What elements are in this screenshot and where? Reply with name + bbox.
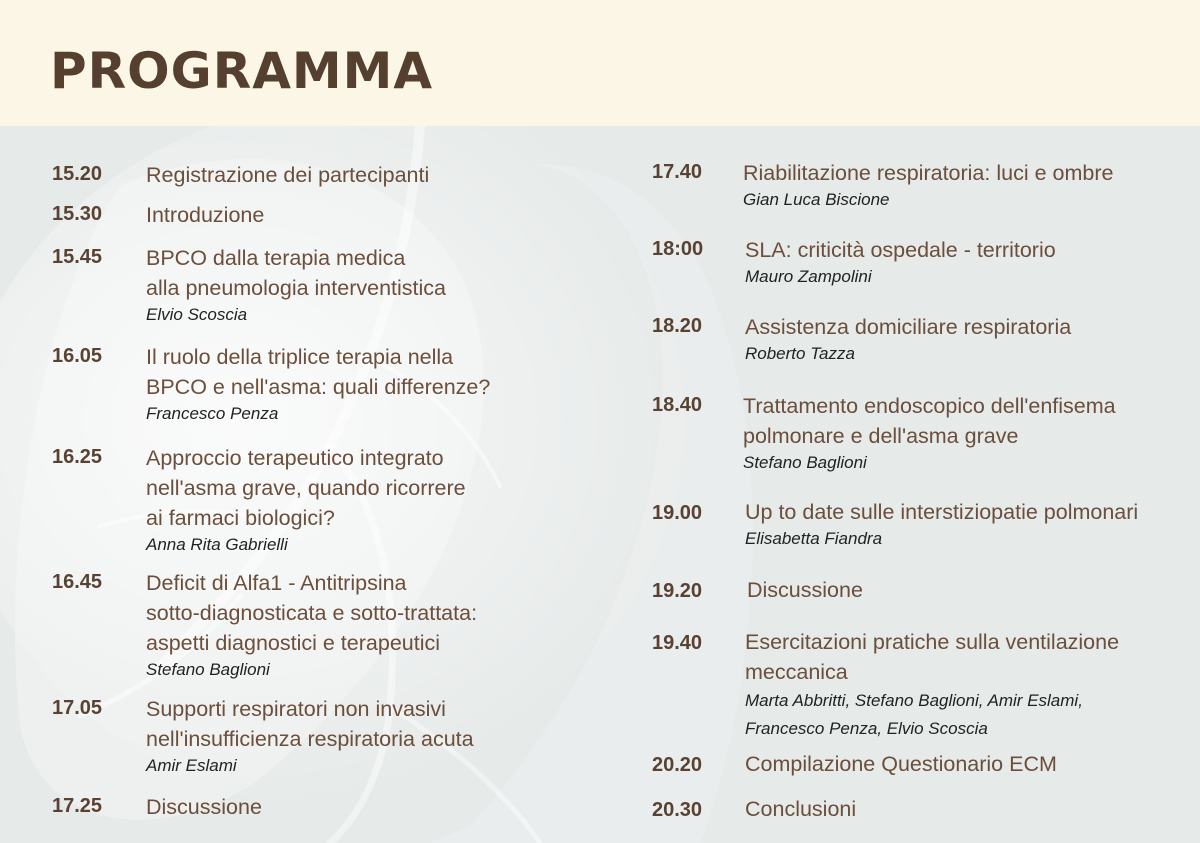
item-speaker: Francesco Penza, Elvio Scoscia (745, 719, 988, 738)
item-title: Deficit di Alfa1 - Antitripsina (146, 571, 407, 595)
page-title: PROGRAMMA (50, 42, 434, 100)
item-title: Up to date sulle interstiziopatie polmonari (745, 500, 1139, 524)
item-title: Il ruolo della triplice terapia nella (146, 345, 454, 369)
item-speaker: Stefano Baglioni (146, 660, 270, 679)
item-title: Discussione (146, 795, 262, 819)
item-speaker: Anna Rita Gabrielli (146, 535, 288, 554)
item-speaker: Elvio Scoscia (146, 305, 248, 324)
item-time: 15.30 (52, 203, 103, 225)
item-title: alla pneumologia interventistica (146, 276, 446, 300)
item-time: 16.05 (52, 345, 103, 367)
item-title: BPCO dalla terapia medica (146, 246, 406, 270)
item-title: sotto-diagnosticata e sotto-trattata: (146, 601, 478, 625)
item-time: 19.00 (652, 502, 703, 524)
item-title: Discussione (747, 578, 863, 602)
item-speaker: Amir Eslami (146, 756, 237, 775)
item-title: Introduzione (146, 203, 265, 227)
item-speaker: Mauro Zampolini (745, 267, 872, 286)
item-title: Compilazione Questionario ECM (745, 752, 1057, 776)
item-title: Registrazione dei partecipanti (146, 163, 430, 187)
item-time: 15.20 (52, 163, 103, 185)
item-speaker: Stefano Baglioni (743, 453, 867, 472)
item-title: Supporti respiratori non invasivi (146, 697, 446, 721)
item-title: polmonare e dell'asma grave (743, 424, 1019, 448)
item-time: 19.40 (652, 632, 703, 654)
header-band (0, 0, 1200, 126)
item-time: 20.30 (652, 799, 703, 821)
item-time: 17.25 (52, 795, 103, 817)
item-title: Approccio terapeutico integrato (146, 446, 444, 470)
item-title: BPCO e nell'asma: quali differenze? (146, 375, 491, 399)
item-title: nell'insufficienza respiratoria acuta (146, 727, 474, 751)
item-title: ai farmaci biologici? (146, 506, 335, 530)
item-title: aspetti diagnostici e terapeutici (146, 631, 441, 655)
item-time: 19.20 (652, 580, 703, 602)
item-title: Esercitazioni pratiche sulla ventilazione (745, 630, 1120, 654)
item-title: Assistenza domiciliare respiratoria (745, 315, 1072, 339)
item-title: nell'asma grave, quando ricorrere (146, 476, 466, 500)
item-time: 18:00 (652, 238, 704, 260)
item-time: 17.40 (652, 161, 703, 183)
item-title: SLA: criticità ospedale - territorio (745, 238, 1056, 262)
item-title: meccanica (745, 660, 848, 684)
item-title: Riabilitazione respiratoria: luci e ombre (743, 161, 1114, 185)
item-title: Conclusioni (745, 797, 857, 821)
item-time: 17.05 (52, 697, 103, 719)
item-speaker: Roberto Tazza (745, 344, 855, 363)
item-speaker: Marta Abbritti, Stefano Baglioni, Amir Eslami, (745, 691, 1083, 710)
item-time: 16.45 (52, 571, 103, 593)
item-speaker: Francesco Penza (146, 404, 279, 423)
item-time: 18.20 (652, 315, 703, 337)
item-speaker: Elisabetta Fiandra (745, 529, 883, 548)
item-time: 15.45 (52, 246, 103, 268)
item-time: 18.40 (652, 394, 703, 416)
item-title: Trattamento endoscopico dell'enfisema (743, 394, 1116, 418)
item-time: 16.25 (52, 446, 103, 468)
item-speaker: Gian Luca Biscione (743, 190, 890, 209)
item-time: 20.20 (652, 754, 703, 776)
